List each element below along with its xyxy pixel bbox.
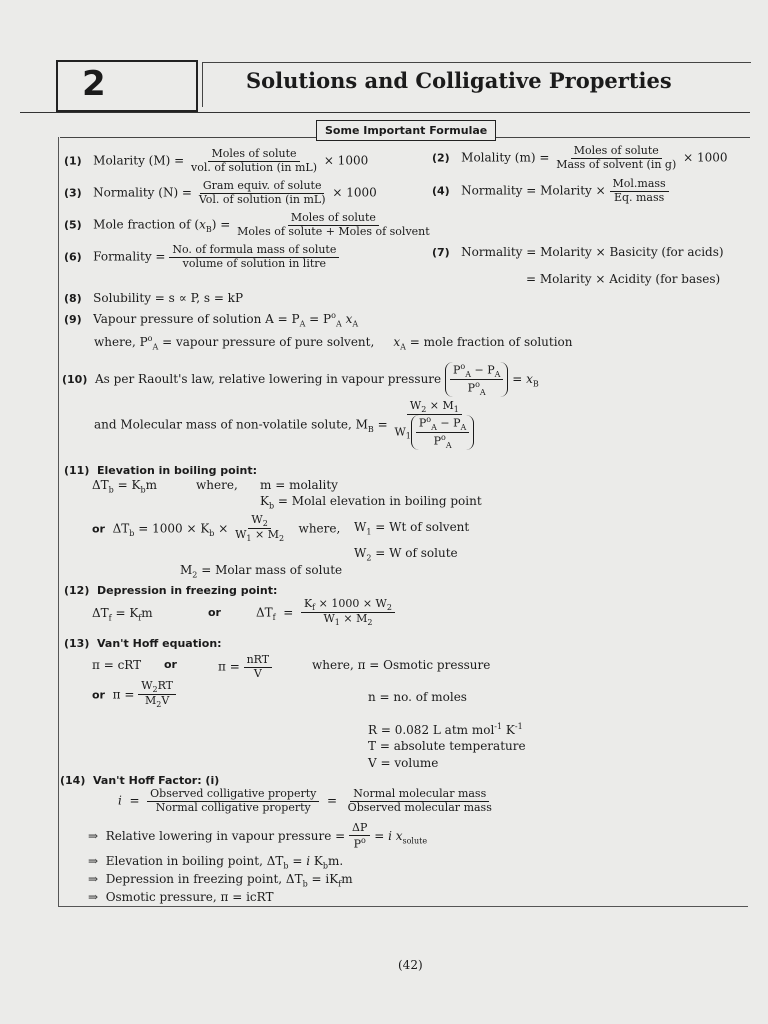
left-rule: [58, 137, 59, 907]
formula-13-n-def: n = no. of moles: [368, 690, 467, 704]
formula-13-or-eq: or π = $\frac{W_2RT}{M_2V}$: [92, 680, 176, 710]
formula-9: (9) Vapour pressure of solution $A = P_A = P^o_A$ $x_A$: [64, 311, 359, 329]
chapter-number-box: [56, 60, 198, 112]
formula-13-r-def: R = 0.082 L atm mol$^{-1}$ $K^{-1}$: [368, 722, 523, 737]
formula-13-v-def: V = volume: [368, 756, 439, 770]
formula-5: (5) Mole fraction of $(x_B)$ = $\frac{\text{Moles of solute}}{\text{Moles of solute + Moles of solvent}}$: [64, 211, 430, 238]
chapter-title: Solutions and Colligative Properties: [246, 68, 672, 93]
formula-11-m2-def: $M_2$ = Molar mass of solute: [180, 563, 343, 580]
formula-6: (6) Formality = $\frac{\text{No. of formula mass of solute}}{\text{volume of solution in litre}}$: [64, 244, 339, 270]
formula-13-where: where, π = Osmotic pressure: [312, 658, 491, 672]
chapter-number: 2: [82, 64, 106, 104]
formula-1: (1) Molarity (M) = $\frac{\text{Moles of solute}}{\text{vol. of solution (in mL)}}$ × 1000: [64, 147, 369, 174]
formula-12-title: (12) Depression in freezing point:: [64, 584, 278, 597]
formula-11-eq: $\Delta T_b = K_bm$: [92, 478, 157, 495]
formula-7-line2: = Molarity × Acidity (for bases): [526, 272, 721, 286]
formula-9-where: where, $P^o_A$ = vapour pressure of pure solvent, $x_A$ = mole fraction of solution: [94, 334, 573, 352]
formula-11-w1-def: $W_1 = Wt$ of solvent: [354, 520, 470, 537]
formula-14-item2: ⇒ Elevation in boiling point, $\Delta T_b = i$ $K_bm$.: [88, 854, 344, 871]
header-rule-left: [20, 112, 750, 113]
section-box: Some Important Formulae: [316, 120, 496, 141]
formula-10: (10) As per Raoult's law, relative lowering in vapour pressure $\frac{P^o_A - P_A}{P^o_A}$ = $x_B$: [62, 362, 539, 397]
formula-11-where: where,: [196, 478, 238, 492]
formula-11-kb-def: $K_b$ = Molal elevation in boiling point: [260, 494, 482, 511]
formula-12-eq: $\Delta T_f = K_fm$: [92, 606, 153, 623]
formula-14-item1: ⇒ Relative lowering in vapour pressure = $\frac{\Delta P}{P^o}$ = i $x_{solute}$: [88, 821, 428, 851]
formula-2: (2) Molality (m) = $\frac{\text{Moles of solute}}{\text{Mass of solvent (in g)}}$ × 1000: [432, 144, 728, 171]
formula-13-nrt: π = $\frac{\text{nRT}}{V}$: [218, 654, 272, 680]
formula-12-or: or: [208, 606, 221, 619]
formula-14-item4: ⇒ Osmotic pressure, π = icRT: [88, 890, 274, 904]
formula-11-w2-def: $W_2 = W$ of solute: [354, 546, 458, 563]
formula-11-or-eq: or $\Delta T_b = 1000 \times K_b$ × $\frac{W_2}{W_1 \times M_2}$ where,: [92, 513, 341, 544]
formula-14-item3: ⇒ Depression in freezing point, $\Delta T_b = iK_fm$: [88, 872, 353, 889]
formula-14-eq: i = $\frac{\text{Observed colligative property}}{\text{Normal colligative property}}$ = $\frac{\text{Normal molecular mass}}{\text{Observed molecular mass}}$: [118, 787, 492, 814]
formula-13-t-def: T = absolute temperature: [368, 739, 526, 753]
formula-13-crt: π = cRT: [92, 658, 142, 672]
formula-8: (8) Solubility = s ∝ P, s = kP: [64, 291, 244, 305]
formula-13-title: (13) Van't Hoff equation:: [64, 637, 222, 650]
formula-10-molecular-mass: and Molecular mass of non-volatile solute, $M_B$ = $W_2 \times M_1$ $W_1$ $\frac{P^o_A - P_A}{P^o_A}$: [94, 400, 477, 450]
formula-7: (7) Normality = Molarity × Basicity (for acids): [432, 245, 724, 259]
bottom-rule: [58, 906, 748, 907]
page-number: (42): [398, 958, 423, 972]
formula-11-m-def: m = molality: [260, 478, 338, 492]
formula-13-or1: or: [164, 658, 177, 671]
formula-12-alt: $\Delta T_f$ = $\frac{K_f \times 1000 \times W_2}{W_1 \times M_2}$: [256, 598, 395, 628]
formula-4: (4) Normality = Molarity × $\frac{\text{Mol.mass}}{\text{Eq. mass}}$: [432, 178, 669, 204]
formula-11-title: (11) Elevation in boiling point:: [64, 464, 257, 477]
formula-3: (3) Normality (N) = $\frac{\text{Gram equiv. of solute}}{\text{Vol. of solution (in mL)}}$ × 1000: [64, 179, 377, 206]
formula-14-title: (14) Van't Hoff Factor: (i): [60, 774, 220, 787]
